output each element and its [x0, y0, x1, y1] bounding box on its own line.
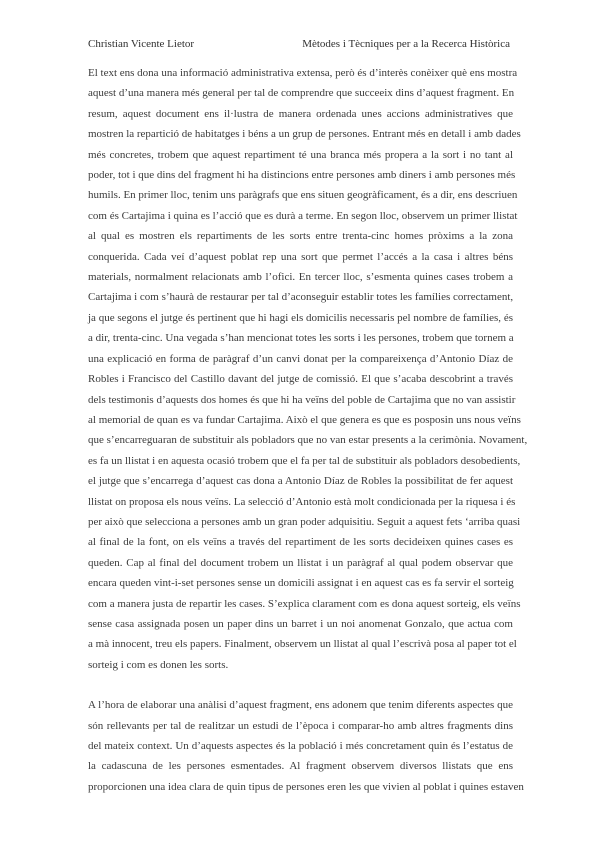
text-line: al final de la font, on els veïns a través del repartiment de les sorts decideixen quines cases es	[88, 536, 513, 549]
text-line: una explicació en forma de paràgraf d’un canvi donat per la compareixença d’Antonio Díaz de	[88, 352, 513, 365]
text-line: queden. Cap al final del document trobem un llistat i un paràgraf al qual podem observar que	[88, 556, 513, 569]
text-line: poder, tot i que dins del fragment hi ha distincions entre persones amb diners i amb persones més	[88, 169, 516, 182]
document-body	[88, 63, 528, 797]
text-line: a dir, trenta-cinc. Una vegada s’han mencionat totes les sorts i les persones, trobem que tornem a	[88, 332, 514, 345]
text-line: materials, normalment relacionats amb l’ofici. En tercer lloc, s’esmenta quines cases trobem a	[88, 271, 513, 284]
header-author: Christian Vicente Lietor	[88, 38, 195, 50]
header-course-title: Mètodes i Tècniques per a la Recerca Històrica	[302, 38, 510, 50]
text-line: encara queden vint-i-set persones sense un domicili assignat i en aquest cas es fa servir el sorteig	[88, 577, 514, 590]
text-line: humils. En primer lloc, tenim uns paràgrafs que ens situen geogràficament, és a dir, ens descriuen	[88, 189, 518, 202]
text-line: com és Cartajima i quina es l’acció que es durà a terme. En segon lloc, observem un primer llistat	[88, 209, 518, 222]
text-line: Cartajima i com s’haurà de restaurar per tal d’aconseguir establir totes les famílies correctament,	[88, 291, 514, 304]
text-line: que s’encarreguaran de substituir als pobladors que no van estar presents a la cerimònia. Novament,	[88, 434, 528, 447]
page-header	[88, 37, 510, 51]
paragraph-summary	[88, 63, 528, 675]
text-line: Robles i Francisco del Castillo davant del jutge de comissió. El que s’acaba descobrint a través	[88, 373, 513, 386]
text-line: són rellevants per tal de realitzar un estudi de l’època i comparar-ho amb altres fragments dins	[88, 719, 513, 732]
text-line: per això que selecciona a persones amb un gran poder adquisitiu. Seguit a aquest fets ‘arriba quasi	[88, 515, 521, 528]
text-line: resum, aquest document ens il·lustra de manera ordenada unes accions administratives que	[88, 107, 513, 120]
text-line: dels testimonis d’aquests dos homes és que hi ha veïns del poble de Cartajima que no van assistir	[88, 393, 516, 406]
text-line: al qual es mostren els repartiments de les sorts entre trenta-cinc homes pròxims a la zona	[88, 230, 513, 243]
text-line: sorteig i com es donen les sorts.	[88, 658, 229, 671]
text-line: el jutge que s’encarrega d’aquest cas dona a Antonio Díaz de Robles la possibilitat de fer aquest	[88, 475, 513, 488]
text-line: al memorial de quan es va fundar Cartajima. Això el que genera es que es posposin uns nous veïns	[88, 413, 521, 426]
text-line: es fa un llistat i en aquesta ocasió trobem que el fa per tal de substituir als pobladors desobedients,	[88, 454, 521, 467]
text-line: la cadascuna de les persones esmentades. Al fragment observem diversos llistats que ens	[88, 760, 513, 773]
paragraph-analysis	[88, 695, 524, 797]
text-line: aquest d’una manera més general per tal de comprendre que succeeix dins d’aquest fragment. En	[88, 87, 515, 100]
text-line: més concretes, trobem que aquest repartiment té una branca més propera a la sort i no tant al	[88, 148, 513, 161]
text-line: conquerida. Cada veí d’aquest poblat rep una sort que permet l’accés a la casa i altres béns	[88, 250, 513, 263]
text-line: sense casa assignada posen un paper dins un barret i un noi anomenat Gonzalo, que actua com	[88, 617, 513, 630]
text-line: com a manera justa de repartir les cases. S’explica clarament com es dona aquest sorteig, els veïns	[88, 597, 521, 610]
text-line: llistat on proposa els nous veïns. La selecció d’Antonio està molt condicionada per la riquesa i és	[88, 495, 516, 508]
text-line: A l’hora de elaborar una anàlisi d’aquest fragment, ens adonem que tenim diferents aspectes que	[88, 699, 513, 712]
text-line: ja que segons el jutge és pertinent que hi hagi els domicilis necessaris pel nombre de famílies, és	[88, 311, 513, 324]
text-line: a mà innocent, treu els papers. Finalment, observem un llistat al qual l’escrivà posa al paper tot el	[88, 638, 517, 651]
text-line: mostren la repartició de habitatges i béns a un grup de persones. Entrant més en detall i amb dades	[88, 128, 521, 141]
text-line: El text ens dona una informació administrativa extensa, però és d’interès conèixer què ens mostra	[88, 67, 518, 79]
text-line: del mateix context. Un d’aquests aspectes és la població i més concretament quin és l’estatus de	[88, 740, 513, 752]
text-line: proporcionen una idea clara de quin tipus de persones eren les que vivien al poblat i quines estaven	[88, 780, 524, 793]
